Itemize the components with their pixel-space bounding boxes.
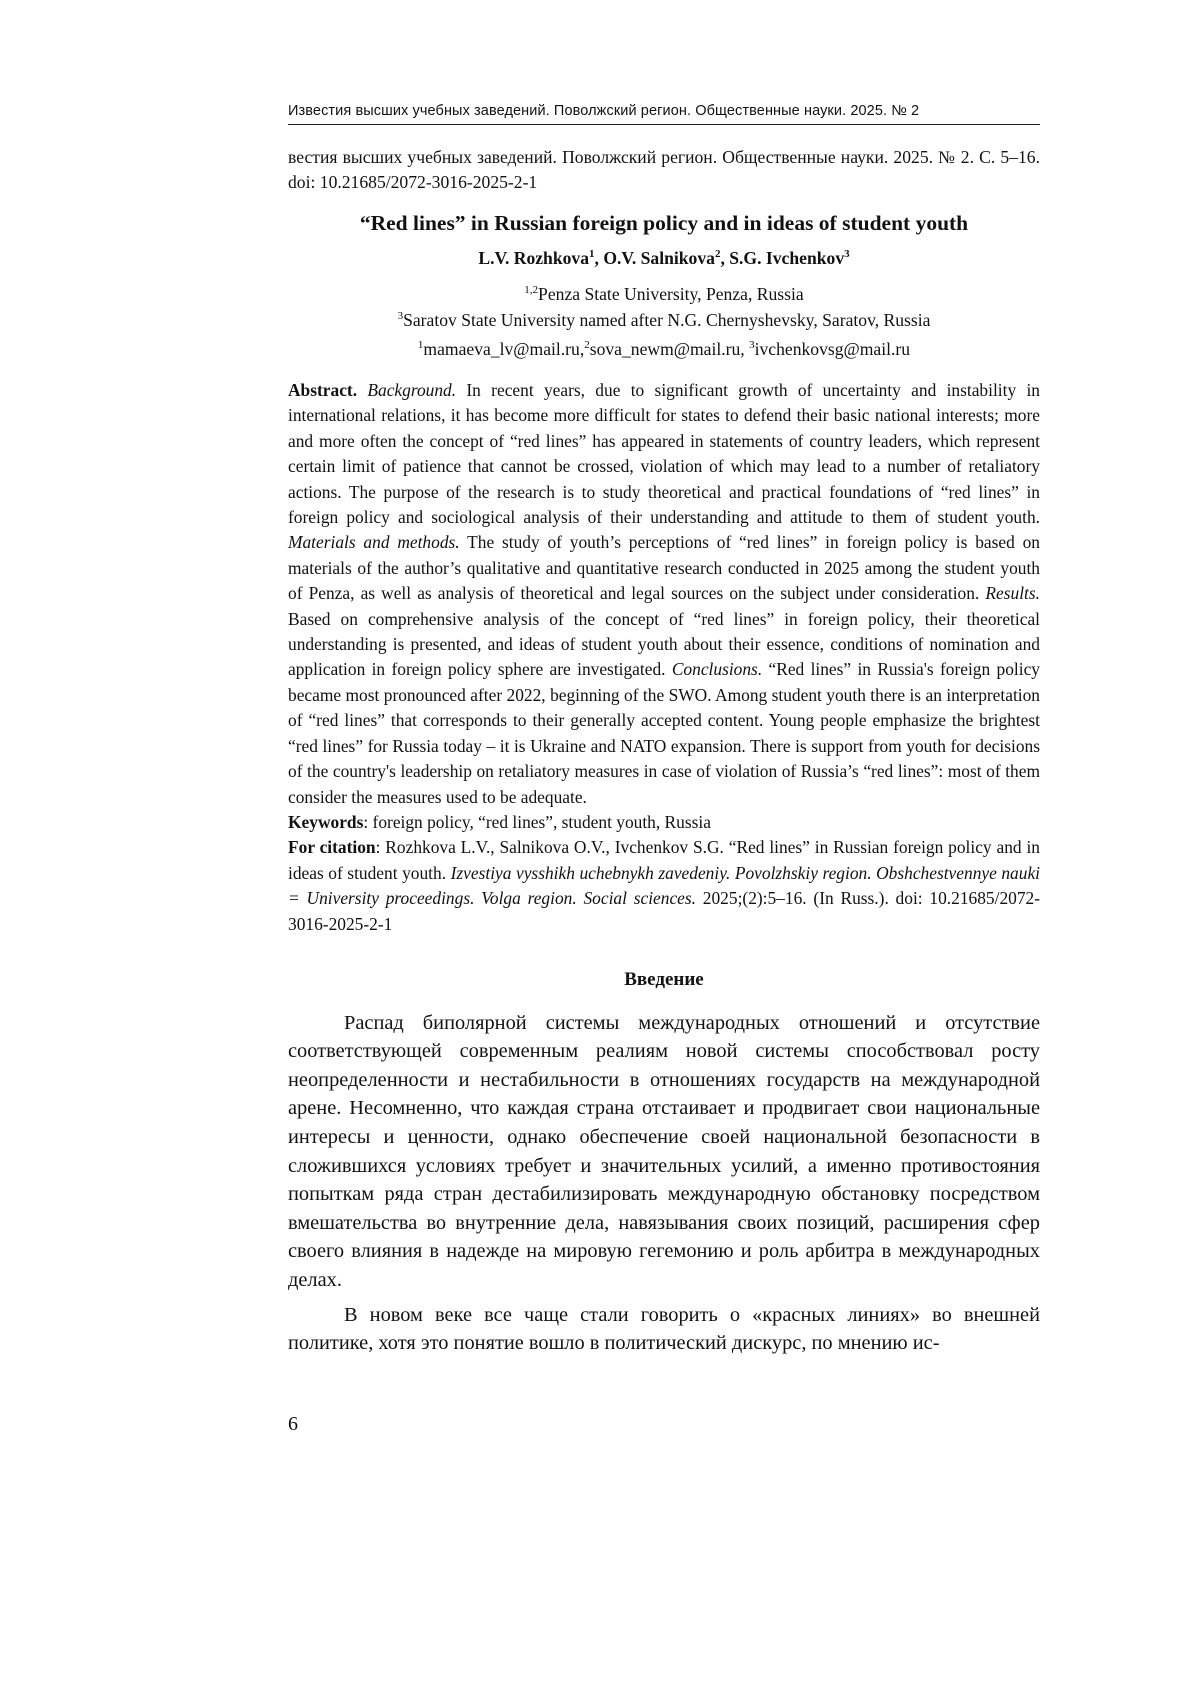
- author-sup: 1: [589, 248, 595, 260]
- results-label: Results.: [985, 583, 1040, 604]
- affiliation: [288, 307, 1040, 333]
- article-title: “Red lines” in Russian foreign policy and in ideas of student youth: [359, 211, 969, 235]
- abstract-paragraph: [288, 378, 1040, 810]
- background-text: In recent years, due to significant growth of uncertainty and instability in international relations, it has become more difficult for states to defend their basic national interests; more and more often the concept of “red lines” has appeared in statements of country leaders, which represent certain limit of patience that cannot be crossed, violation of which may lead to a number of retaliatory actions. The purpose of the research is to study theoretical and practical foundations of “red lines” in foreign policy and sociological analysis of their understanding and attitude to them of student youth.: [288, 380, 1040, 528]
- email-link[interactable]: sova_newm@mail.ru,: [589, 339, 750, 359]
- citation-continuation: вестия высших учебных заведений. Поволжский регион. Общественные науки. 2025. № 2. С. 5–16. doi: 10.21685/2072-3016-2025-2-1: [288, 147, 1040, 192]
- for-citation-tail: 2025;(2):5–16. (In Russ.). doi: 10.21685/2072-3016-2025-2-1: [288, 888, 1041, 934]
- affiliations: [288, 281, 1040, 362]
- email-sup: 1: [417, 339, 424, 351]
- keywords-paragraph: [288, 810, 1040, 835]
- for-citation-journal: Izvestiya vysshikh uchebnykh zavedeniy. Povolzhskiy region. Obshchestvennye nauki = University proceedings. Volga region. Social sciences.: [288, 862, 1041, 909]
- results-text: Based on comprehensive analysis of the concept of “red lines” in foreign policy, their theoretical understanding is presented, and ideas of student youth about their essence, conditions of nomination and application in foreign policy sphere are investigated.: [288, 608, 1040, 680]
- author-emails: [288, 336, 1040, 362]
- running-header: Известия высших учебных заведений. Поволжский регион. Общественные науки. 2025. № 2: [288, 103, 1040, 125]
- affiliation-text: Saratov State University named after N.G. Chernyshevsky, Saratov, Russia: [403, 310, 931, 330]
- email-sup: 2: [584, 339, 590, 351]
- citation-paragraph: [288, 835, 1040, 937]
- author-sup: 2: [714, 248, 721, 260]
- section-body: [288, 1009, 1040, 1358]
- section-title: Введение: [624, 968, 704, 990]
- for-citation-text: : Rozhkova L.V., Salnikova O.V., Ivchenkov S.G. “Red lines” in Russian foreign policy and in ideas of student youth.: [288, 837, 1040, 883]
- author-name: L.V. Rozhkova: [478, 248, 590, 268]
- keywords-label: Keywords: [288, 811, 364, 832]
- conclusions-label: Conclusions.: [671, 659, 763, 680]
- affiliation-sup: 1,2: [524, 284, 539, 296]
- page-number: 6: [288, 1413, 298, 1435]
- email-link[interactable]: ivchenkovsg@mail.ru: [754, 339, 911, 359]
- author-name: S.G. Ivchenkov: [729, 248, 845, 268]
- body-paragraph: В новом веке все чаще стали говорить о «красных линиях» во внешней политике, хотя это понятие вошло в политический дискурс, по мнению ис-: [288, 1303, 1040, 1355]
- abstract-block: [288, 378, 1040, 937]
- email-link[interactable]: mamaeva_lv@mail.ru,: [423, 339, 585, 359]
- author-sup: 3: [844, 248, 850, 260]
- background-label: Background.: [367, 380, 457, 400]
- body-paragraph: Распад биполярной системы международных отношений и отсутствие соответствующей современным реалиям новой системы способствовал росту неопределенности и нестабильности в отношениях государств на международной арене. Несомненно, что каждая страна отстаивает и продвигает свои национальные интересы и ценности, однако обеспечение своей национальной безопасности в сложившихся условиях требует и значительных усилий, а именно противостояния попыткам ряда стран дестабилизировать международную обстановку посредством вмешательства во внутренние дела, навязывания своих позиций, расширения сфер своего влияния в надежде на мировую гегемонию и роль арбитра в международных делах.: [288, 1011, 1040, 1292]
- email-sup: 3: [749, 339, 755, 351]
- article-content: [288, 145, 1040, 1364]
- methods-text: The study of youth’s perceptions of “red lines” in foreign policy is based on materials of the author’s qualitative and quantitative research conducted in 2025 among the student youth of Penza, as well as analysis of theoretical and legal sources on the subject under consideration.: [288, 532, 1040, 604]
- affiliation-sup: 3: [397, 310, 404, 322]
- authors-line: L.V. Rozhkova$^1$, O.V. Salnikova$^2$, S.G. Ivchenkov$^3$: [478, 248, 850, 268]
- affiliation-text: Penza State University, Penza, Russia: [538, 284, 804, 304]
- keywords-text: : foreign policy, “red lines”, student youth, Russia: [363, 811, 711, 832]
- author-name: O.V. Salnikova: [603, 248, 715, 268]
- for-citation-label: For citation: [288, 837, 376, 858]
- conclusions-text: “Red lines” in Russia's foreign policy became most pronounced after 2022, beginning of the SWO. Among student youth there is an interpretation of “red lines” that corresponds to their generally accepted content. Young people emphasize the brightest “red lines” for Russia today – it is Ukraine and NATO expansion. There is support from youth for decisions of the country's leadership on retaliatory measures in case of violation of Russia’s “red lines”: most of them consider the measures used to be adequate.: [288, 659, 1040, 807]
- abstract-label: Abstract.: [288, 380, 358, 400]
- affiliation: [288, 281, 1040, 307]
- methods-label: Materials and methods.: [288, 532, 460, 553]
